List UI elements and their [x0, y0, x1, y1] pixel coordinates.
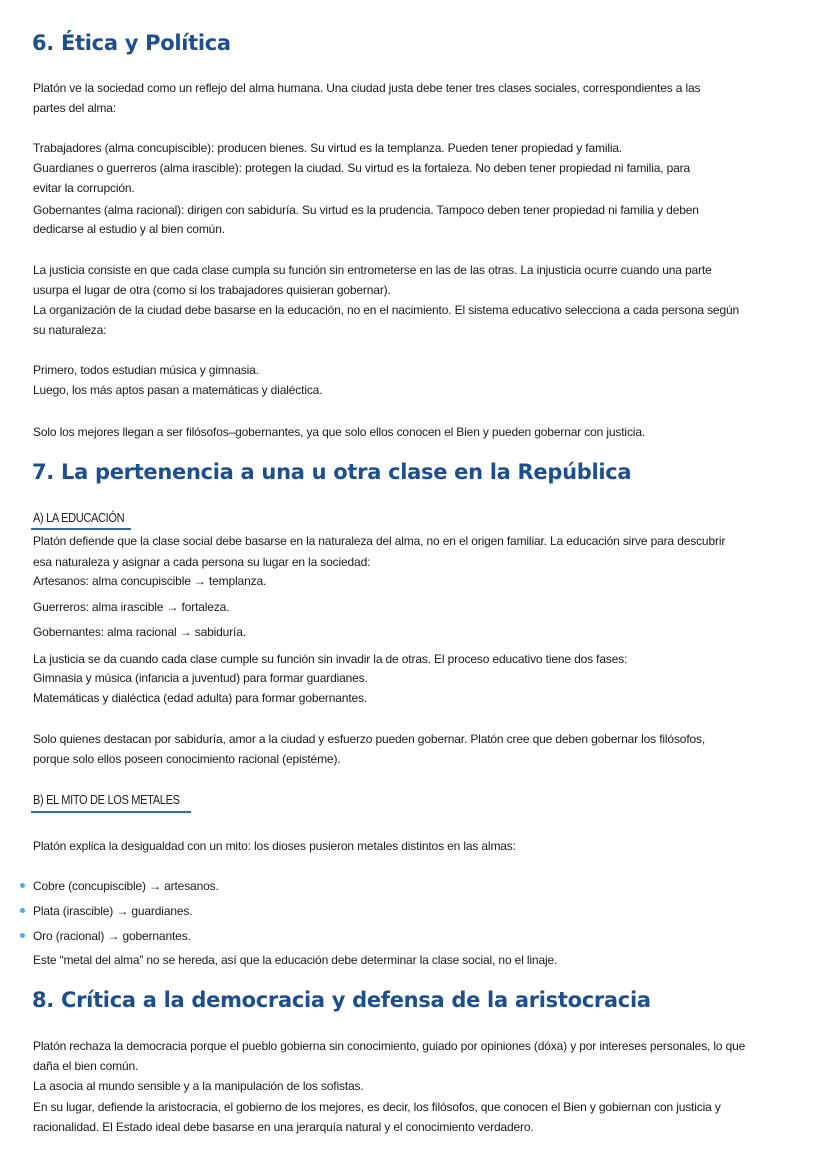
subsection-b-underline	[31, 811, 191, 813]
text-line: dedicarse al estudio y al bien común.	[33, 222, 225, 236]
text-line: Gobernantes (alma racional): dirigen con sabiduría. Su virtud es la prudencia. Tampoco deben tener propiedad ni familia y deben	[33, 203, 699, 217]
list-item: Oro (racional) → gobernantes.	[33, 929, 191, 943]
text-line: Primero, todos estudian música y gimnasia.	[33, 363, 259, 377]
text-line: Platón rechaza la democracia porque el pueblo gobierna sin conocimiento, guiado por opiniones (dóxa) y por intereses personales, lo que	[33, 1039, 746, 1053]
text-line: Luego, los más aptos pasan a matemáticas y dialéctica.	[33, 383, 323, 397]
text-line: Artesanos: alma concupiscible → templanza.	[33, 574, 267, 588]
text-line: En su lugar, defiende la aristocracia, el gobierno de los mejores, es decir, los filósofos, que conocen el Bien y gobiernan con justicia y	[33, 1100, 721, 1114]
text-line: racionalidad. El Estado ideal debe basarse en una jerarquía natural y el conocimiento verdadero.	[33, 1120, 534, 1134]
text-line: evitar la corrupción.	[33, 181, 135, 195]
text-line: partes del alma:	[33, 101, 116, 115]
text-line: porque solo ellos poseen conocimiento racional (epistéme).	[33, 752, 341, 766]
section-6-title: 6. Ética y Política	[32, 31, 231, 55]
list-item: Cobre (concupiscible) → artesanos.	[33, 879, 219, 893]
text-line: Guerreros: alma irascible → fortaleza.	[33, 600, 230, 614]
text-line: Trabajadores (alma concupiscible): producen bienes. Su virtud es la templanza. Pueden tener propiedad y familia.	[33, 141, 623, 155]
text-line: Platón explica la desigualdad con un mito: los dioses pusieron metales distintos en las almas:	[33, 839, 516, 853]
text-line: Solo los mejores llegan a ser filósofos–gobernantes, ya que solo ellos conocen el Bien y pueden gobernar con justicia.	[33, 425, 646, 439]
subsection-b-title: B) EL MITO DE LOS METALES	[33, 792, 180, 807]
subsection-a-underline	[31, 528, 131, 530]
text-line: esa naturaleza y asignar a cada persona su lugar en la sociedad:	[33, 555, 371, 569]
text-line: Matemáticas y dialéctica (edad adulta) para formar gobernantes.	[33, 691, 368, 705]
bullet-icon	[20, 933, 25, 938]
text-line: La organización de la ciudad debe basarse en la educación, no en el nacimiento. El sistema educativo selecciona a cada persona según	[33, 303, 740, 317]
text-line: Gobernantes: alma racional → sabiduría.	[33, 625, 246, 639]
bullet-icon	[20, 908, 25, 913]
text-line: su naturaleza:	[33, 323, 107, 337]
text-line: La justicia se da cuando cada clase cumple su función sin invadir la de otras. El proceso educativo tiene dos fases:	[33, 652, 628, 666]
text-line: La justicia consiste en que cada clase cumpla su función sin entrometerse en las de las otras. La injusticia ocurre cuando una parte	[33, 263, 712, 277]
section-7-title: 7. La pertenencia a una u otra clase en la República	[32, 460, 632, 484]
text-line: daña el bien común.	[33, 1059, 139, 1073]
subsection-a-title: A) LA EDUCACIÓN	[33, 510, 125, 525]
text-line: La asocia al mundo sensible y a la manipulación de los sofistas.	[33, 1079, 364, 1093]
text-line: Solo quienes destacan por sabiduría, amor a la ciudad y esfuerzo pueden gobernar. Platón cree que deben gobernar los filósofos,	[33, 732, 706, 746]
text-line: Guardianes o guerreros (alma irascible): protegen la ciudad. Su virtud es la fortaleza. No deben tener propiedad ni familia, para	[33, 161, 691, 175]
text-line: Platón defiende que la clase social debe basarse en la naturaleza del alma, no en el origen familiar. La educación sirve para descubrir	[33, 534, 726, 548]
text-line: usurpa el lugar de otra (como si los trabajadores quisieran gobernar).	[33, 283, 391, 297]
text-line: Gimnasia y música (infancia a juventud) para formar guardianes.	[33, 671, 368, 685]
section-8-title: 8. Crítica a la democracia y defensa de la aristocracia	[32, 988, 651, 1012]
bullet-icon	[20, 883, 25, 888]
text-line: Este “metal del alma” no se hereda, así que la educación debe determinar la clase social, no el linaje.	[33, 953, 558, 967]
text-line: Platón ve la sociedad como un reflejo del alma humana. Una ciudad justa debe tener tres clases sociales, correspondientes a las	[33, 81, 701, 95]
list-item: Plata (irascible) → guardianes.	[33, 904, 193, 918]
